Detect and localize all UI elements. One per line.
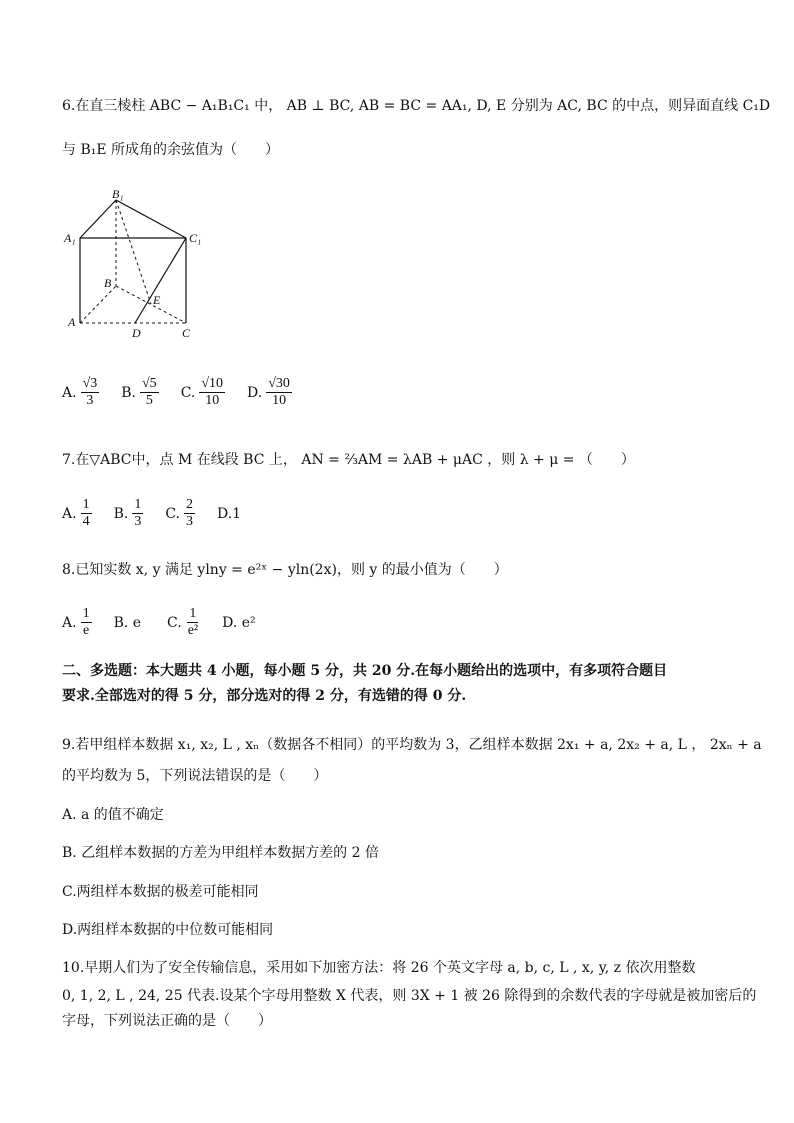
label-b: B: [104, 276, 112, 290]
q7-option-b[interactable]: B. $\frac{1}{3}$: [113, 497, 142, 529]
q7-option-c[interactable]: C. $\frac{2}{3}$: [165, 497, 193, 529]
edge-b1c1: [116, 200, 186, 238]
label-b1: B₁: [112, 190, 124, 201]
q6-option-d[interactable]: D. $\frac{√30}{10}$: [247, 376, 290, 408]
q10-stem-line3: 字母，下列说法正确的是（ ）: [62, 1013, 272, 1029]
prism-figure: [62, 190, 222, 340]
q8-option-a[interactable]: A. $\frac{1}{e}$: [62, 606, 90, 638]
q9-stem-line2: 的平均数为 5，下列说法错误的是（ ）: [62, 768, 328, 784]
label-c: C: [182, 326, 191, 340]
q6-stem-line2: 与 B₁E 所成角的余弦值为（ ）: [62, 142, 280, 158]
q9-option-b[interactable]: B. 乙组样本数据的方差为甲组样本数据方差的 2 倍: [62, 845, 379, 861]
q7-option-a[interactable]: A. $\frac{1}{4}$: [62, 497, 90, 529]
q8-option-d[interactable]: D. e²: [222, 614, 256, 631]
q10-stem-line2: 0, 1, 2, L , 24, 25 代表.设某个字母用整数 X 代表，则 3X + 1 被 26 除得到的余数代表的字母就是被加密后的: [62, 988, 757, 1004]
q8-stem: 8.已知实数 x, y 满足 ylny = e²ˣ − yln(2x)，则 y 的最小值为（ ）: [62, 562, 508, 578]
q9-option-a[interactable]: A. a 的值不确定: [62, 807, 164, 823]
q6-option-c[interactable]: C. $\frac{√10}{10}$: [180, 376, 224, 408]
label-c1: C₁: [189, 231, 202, 245]
q7-options: [62, 497, 267, 530]
label-d: D: [132, 326, 141, 340]
q8-options: [62, 606, 282, 639]
edge-bc: [116, 286, 186, 323]
q6-stem-line1: 6.在直三棱柱 ABC − A₁B₁C₁ 中， AB ⊥ BC, AB = BC = AA₁, D, E 分别为 AC, BC 的中点，则异面直线 C₁D: [62, 98, 771, 114]
edge-a1b1: [80, 200, 116, 238]
q7-stem: 7.在▽ABC中，点 M 在线段 BC 上， AN = ⅔AM = λAB + μAC ，则 λ + μ = （ ）: [62, 452, 635, 468]
section2-heading-line2: 要求.全部选对的得 5 分，部分选对的得 2 分，有选错的得 0 分.: [62, 688, 467, 704]
q9-option-d[interactable]: D.两组样本数据的中位数可能相同: [62, 922, 274, 938]
q6-option-b[interactable]: B. $\frac{√5}{5}$: [121, 376, 157, 408]
q7-option-d[interactable]: D.1: [216, 505, 242, 522]
q10-stem-line1: 10.早期人们为了安全传输信息，采用如下加密方法：将 26 个英文字母 a, b, c, L , x, y, z 依次用整数: [62, 960, 696, 976]
q8-option-c[interactable]: C. $\frac{1}{\text{e²}}$: [167, 606, 199, 638]
edge-ab: [80, 286, 116, 323]
q9-option-c[interactable]: C.两组样本数据的极差可能相同: [62, 884, 259, 900]
q8-option-b[interactable]: B. e: [113, 614, 142, 631]
q6-option-a[interactable]: A. $\frac{√3}{3}$: [62, 376, 98, 408]
label-a: A: [68, 315, 76, 329]
label-e: E: [153, 293, 161, 307]
q6-options: [62, 376, 314, 409]
label-a1: A₁: [64, 231, 76, 245]
section2-heading-line1: 二、多选题：本大题共 4 小题，每小题 5 分，共 20 分.在每小题给出的选项中，有多项符合题目: [62, 663, 668, 679]
q9-stem-line1: 9.若甲组样本数据 x₁, x₂, L , xₙ（数据各不相同）的平均数为 3，乙组样本数据 2x₁ + a, 2x₂ + a, L ， 2xₙ + a: [62, 737, 762, 753]
